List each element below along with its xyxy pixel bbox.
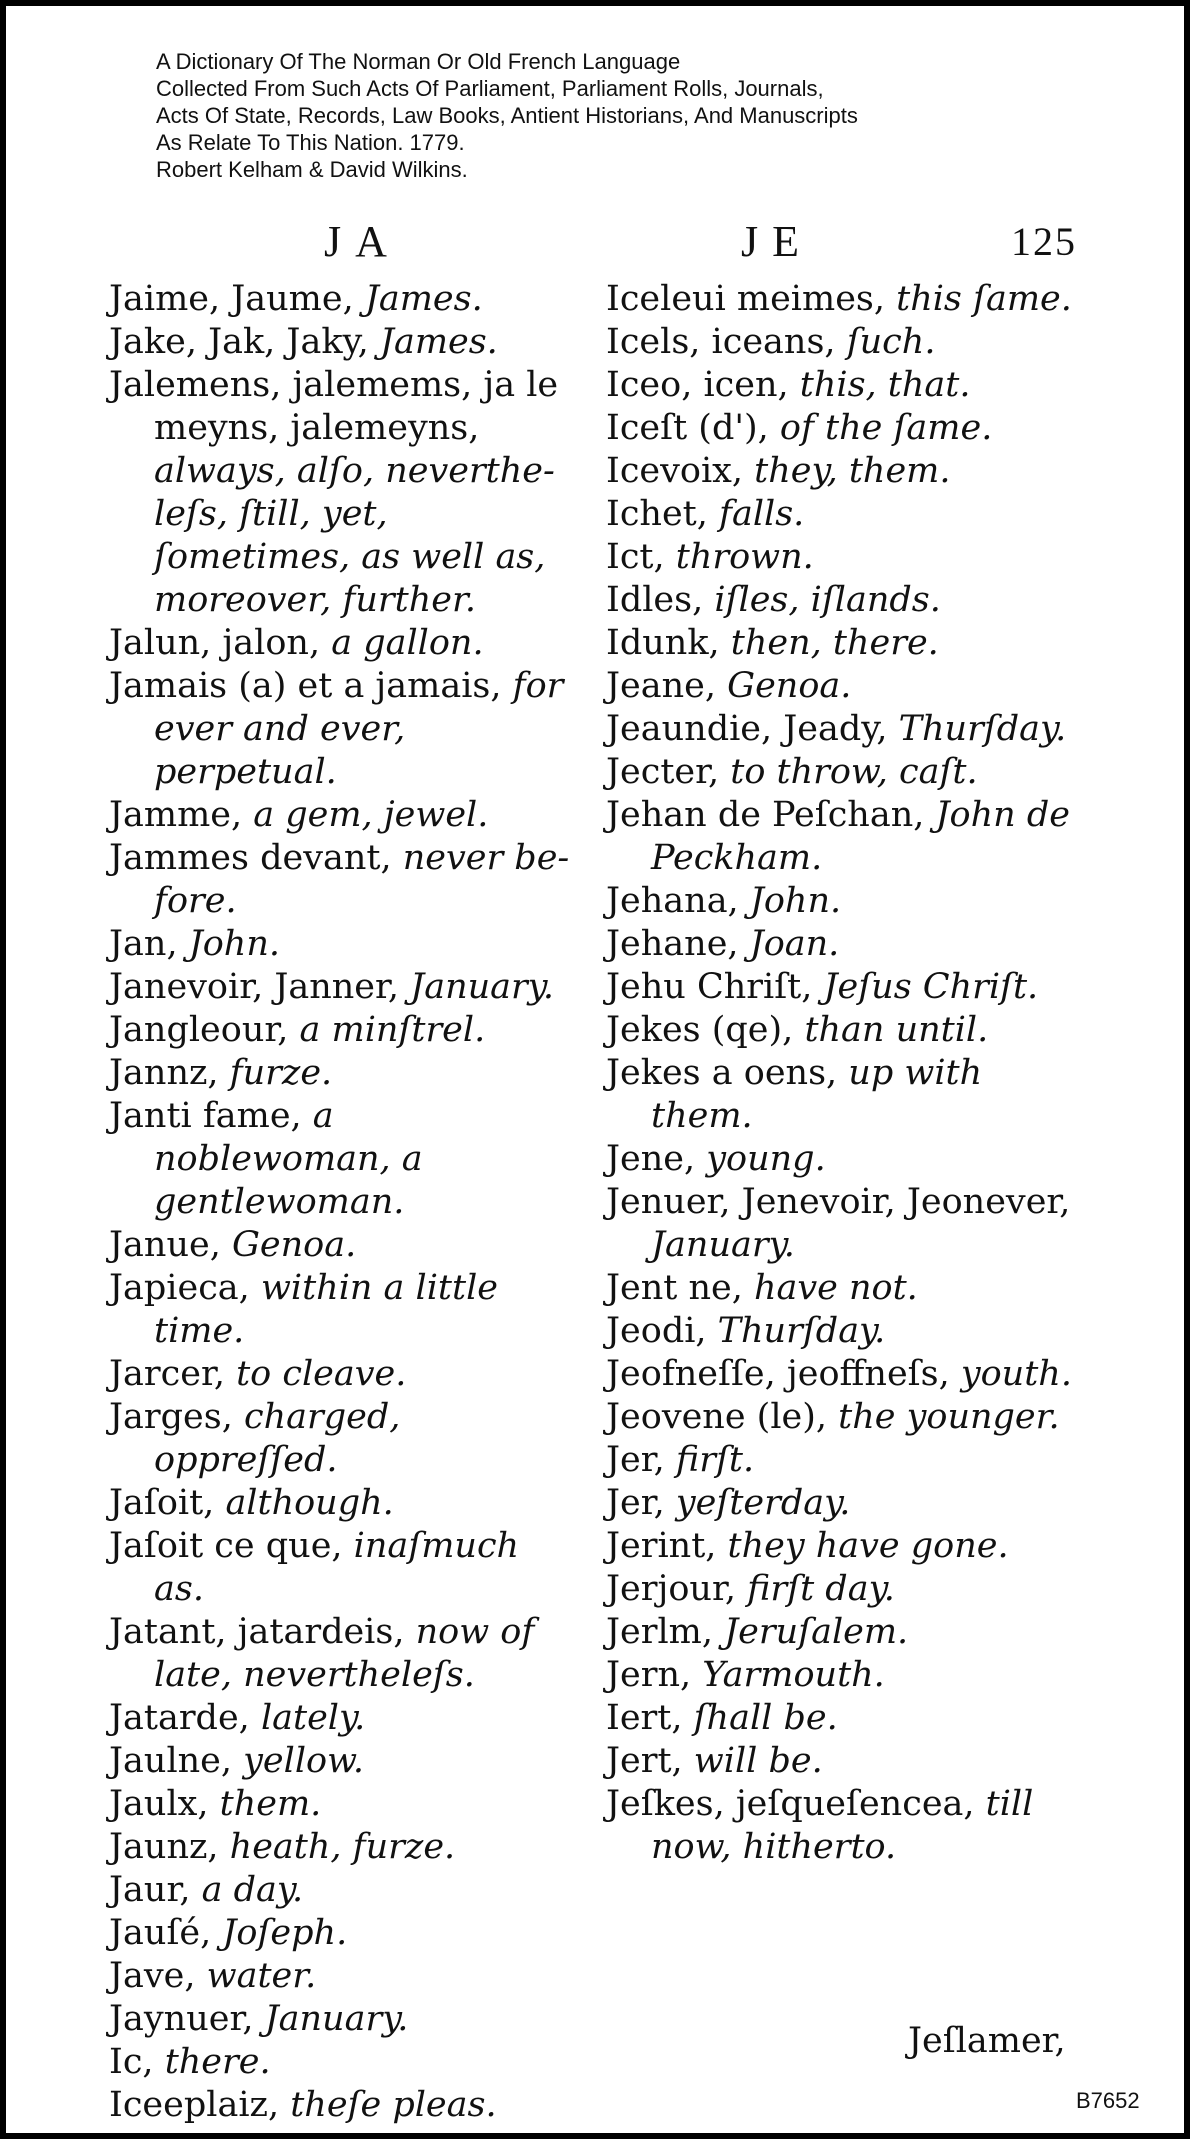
entry-headword: Jaunz, <box>109 1827 230 1867</box>
dictionary-entry <box>606 751 1076 794</box>
citation-line: Acts Of State, Records, Law Books, Antient Historians, And Manuscripts <box>156 103 858 128</box>
entry-gloss: iſles, iſlands. <box>714 580 941 620</box>
dictionary-entry <box>606 1611 1076 1654</box>
dictionary-entry <box>109 1955 579 1998</box>
entry-headword: Iceeplaiz, <box>109 2085 291 2125</box>
dictionary-entry <box>606 1482 1076 1525</box>
citation-line: Robert Kelham & David Wilkins. <box>156 157 468 182</box>
dictionary-entry <box>109 622 579 665</box>
entry-headword: Jeaundie, Jeady, <box>606 709 899 749</box>
entry-headword: Janevoir, Janner, <box>109 967 411 1007</box>
dictionary-entry <box>606 278 1076 321</box>
entry-headword: Jerlm, <box>606 1612 725 1652</box>
entry-gloss: Thurſday. <box>898 709 1067 749</box>
entry-headword: Jeodi, <box>606 1311 718 1351</box>
citation-line: Collected From Such Acts Of Parliament, Parliament Rolls, Journals, <box>156 76 824 101</box>
dictionary-entry <box>606 708 1076 751</box>
entry-gloss: young. <box>706 1139 826 1179</box>
dictionary-entry <box>109 1783 579 1826</box>
dictionary-entry <box>109 1740 579 1783</box>
entry-gloss: a gem, jewel. <box>253 795 489 835</box>
entry-headword: Jaulx, <box>109 1784 220 1824</box>
entry-headword: Jake, Jak, Jaky, <box>109 322 380 362</box>
entry-headword: Jalemens, jalemems, ja le meyns, jalemeyns, <box>109 365 559 448</box>
entry-gloss: Jeſus Chriſt. <box>823 967 1039 1007</box>
entry-headword: Jaſoit, <box>109 1483 226 1523</box>
entry-gloss: James. <box>379 322 498 362</box>
dictionary-entry <box>606 493 1076 536</box>
entry-gloss: yellow. <box>243 1741 365 1781</box>
entry-headword: Jave, <box>109 1956 207 1996</box>
dictionary-entry <box>109 837 579 923</box>
dictionary-entry <box>109 966 579 1009</box>
entry-headword: Iceleui meimes, <box>606 279 897 319</box>
dictionary-entry <box>606 923 1076 966</box>
entry-headword: Ict, <box>606 537 676 577</box>
dictionary-entry <box>109 794 579 837</box>
entry-gloss: within a little time. <box>154 1268 498 1351</box>
dictionary-entry <box>109 1697 579 1740</box>
dictionary-entry <box>109 1052 579 1095</box>
dictionary-entry <box>606 364 1076 407</box>
entry-gloss: heath, furze. <box>229 1827 456 1867</box>
dictionary-entry <box>606 1181 1076 1267</box>
dictionary-entry <box>606 321 1076 364</box>
entry-gloss: theſe pleas. <box>290 2085 497 2125</box>
entry-headword: Jer, <box>606 1483 676 1523</box>
entry-gloss: ſhall be. <box>693 1698 838 1738</box>
entry-headword: Jauſé, <box>109 1913 223 1953</box>
entry-headword: Jehane, <box>606 924 750 964</box>
entry-gloss: James. <box>364 279 483 319</box>
dictionary-entry <box>109 321 579 364</box>
entry-gloss: a gallon. <box>331 623 484 663</box>
entry-gloss: this ſame. <box>896 279 1072 319</box>
entry-gloss: firſt day. <box>747 1569 895 1609</box>
entry-headword: Jecter, <box>606 752 731 792</box>
entry-gloss: a minſtrel. <box>299 1010 486 1050</box>
entry-headword: Idles, <box>606 580 715 620</box>
entry-gloss: to cleave. <box>236 1354 407 1394</box>
entry-gloss: Genoa. <box>727 666 852 706</box>
entry-headword: Jamme, <box>109 795 254 835</box>
entry-gloss: Yarmouth. <box>702 1655 885 1695</box>
entry-headword: Ic, <box>109 2042 165 2082</box>
entry-gloss: inaſmuch as. <box>154 1526 520 1609</box>
entry-headword: Jenuer, Jenevoir, Jeonever, <box>606 1182 1071 1222</box>
dictionary-entry <box>109 923 579 966</box>
entry-gloss: this, that. <box>799 365 971 405</box>
dictionary-entry <box>109 1224 579 1267</box>
entry-headword: Jammes devant, <box>109 838 403 878</box>
entry-headword: Jeovene (le), <box>606 1397 839 1437</box>
entry-headword: Idunk, <box>606 623 731 663</box>
entry-gloss: January. <box>410 967 554 1007</box>
entry-headword: Janue, <box>109 1225 232 1265</box>
dictionary-entry <box>109 2084 579 2127</box>
entry-gloss: charged, oppreſſed. <box>154 1397 401 1480</box>
entry-headword: Jalun, jalon, <box>109 623 332 663</box>
entry-gloss: Joſeph. <box>222 1913 348 1953</box>
entry-gloss: water. <box>206 1956 317 1996</box>
dictionary-entry <box>109 1912 579 1955</box>
dictionary-entry <box>606 1568 1076 1611</box>
dictionary-entry <box>606 1052 1076 1138</box>
entry-headword: Jeofneſſe, jeoffneſs, <box>606 1354 961 1394</box>
entry-headword: Jert, <box>606 1741 694 1781</box>
entry-gloss: of the ſame. <box>779 408 993 448</box>
citation-header <box>156 48 1056 183</box>
page-number: 125 <box>1011 219 1077 264</box>
entry-gloss: will be. <box>693 1741 823 1781</box>
entry-gloss: then, there. <box>730 623 939 663</box>
dictionary-entry <box>109 1095 579 1224</box>
entry-gloss: furze. <box>229 1053 333 1093</box>
dictionary-entry <box>606 1009 1076 1052</box>
left-column <box>109 278 579 2127</box>
entry-gloss: than until. <box>804 1010 989 1050</box>
entry-gloss: them. <box>219 1784 322 1824</box>
entry-headword: Icevoix, <box>606 451 755 491</box>
entry-gloss: always, alſo, nevertheleſs, ſtill, yet, ſometimes, as well as, moreover, further. <box>154 451 555 620</box>
dictionary-entry <box>606 966 1076 1009</box>
dictionary-entry <box>606 794 1076 880</box>
dictionary-entry <box>109 1267 579 1353</box>
dictionary-entry <box>606 665 1076 708</box>
dictionary-entry <box>109 1353 579 1396</box>
dictionary-entry <box>109 2041 579 2084</box>
dictionary-entry <box>606 1740 1076 1783</box>
entry-headword: Jaur, <box>109 1870 202 1910</box>
dictionary-entry <box>606 1654 1076 1697</box>
entry-headword: Jeane, <box>606 666 728 706</box>
entry-gloss: John. <box>749 881 842 921</box>
entry-gloss: they, them. <box>754 451 951 491</box>
entry-headword: Japieca, <box>109 1268 261 1308</box>
dictionary-entry <box>109 1009 579 1052</box>
dictionary-entry <box>606 1396 1076 1439</box>
dictionary-entry <box>109 278 579 321</box>
entry-gloss: have not. <box>753 1268 918 1308</box>
running-head-left: JA <box>324 217 401 266</box>
entry-gloss: January. <box>264 1999 409 2039</box>
entry-headword: Icels, iceans, <box>606 322 847 362</box>
entry-headword: Jehu Chriſt, <box>606 967 824 1007</box>
dictionary-entry <box>109 364 579 622</box>
dictionary-entry <box>109 665 579 794</box>
entry-headword: Jannz, <box>109 1053 230 1093</box>
dictionary-entry <box>606 1697 1076 1740</box>
entry-headword: Iert, <box>606 1698 694 1738</box>
entry-headword: Jekes a oens, <box>606 1053 849 1093</box>
entry-headword: Jerint, <box>606 1526 728 1566</box>
entry-gloss: a day. <box>201 1870 304 1910</box>
dictionary-entry <box>606 1439 1076 1482</box>
entry-gloss: Thurſday. <box>717 1311 886 1351</box>
entry-headword: Ichet, <box>606 494 719 534</box>
dictionary-entry <box>109 1525 579 1611</box>
entry-headword: Jatant, jatardeis, <box>109 1612 416 1652</box>
entry-gloss: John de Peckham. <box>651 795 1070 878</box>
entry-headword: Jaſoit ce que, <box>109 1526 354 1566</box>
entry-headword: Jehan de Peſchan, <box>606 795 936 835</box>
dictionary-entry <box>606 880 1076 923</box>
dictionary-entry <box>606 536 1076 579</box>
dictionary-entry <box>606 1353 1076 1396</box>
entry-gloss: yeſterday. <box>675 1483 851 1523</box>
entry-headword: Jaulne, <box>109 1741 244 1781</box>
document-code: B7652 <box>1076 2088 1140 2113</box>
entry-headword: Jan, <box>109 924 189 964</box>
citation-line: A Dictionary Of The Norman Or Old French Language <box>156 49 681 74</box>
entry-gloss: John. <box>188 924 281 964</box>
entry-gloss: a noblewoman, a gentlewoman. <box>154 1096 423 1222</box>
entry-gloss: up with them. <box>651 1053 983 1136</box>
entry-headword: Jekes (qe), <box>606 1010 805 1050</box>
entry-gloss: thrown. <box>675 537 814 577</box>
entry-gloss: to throw, caſt. <box>730 752 978 792</box>
dictionary-entry <box>109 1611 579 1697</box>
dictionary-entry <box>606 450 1076 493</box>
dictionary-entry <box>109 1396 579 1482</box>
entry-gloss: the younger. <box>838 1397 1060 1437</box>
dictionary-entry <box>606 579 1076 622</box>
entry-headword: Jarges, <box>109 1397 244 1437</box>
dictionary-entry <box>606 1138 1076 1181</box>
dictionary-entry <box>606 1310 1076 1353</box>
entry-headword: Jamais (a) et a jamais, <box>109 666 513 706</box>
entry-gloss: they have gone. <box>727 1526 1009 1566</box>
entry-gloss: there. <box>164 2042 271 2082</box>
entry-gloss: ſuch. <box>846 322 936 362</box>
running-head-right: JE <box>741 217 813 266</box>
entry-gloss: for ever and ever, perpetual. <box>154 666 564 792</box>
entry-headword: Iceſt (d'), <box>606 408 780 448</box>
entry-gloss: firſt. <box>675 1440 755 1480</box>
entry-gloss: although. <box>225 1483 394 1523</box>
entry-gloss: Joan. <box>749 924 840 964</box>
dictionary-entry <box>606 1267 1076 1310</box>
dictionary-entry <box>606 1783 1076 1869</box>
entry-headword: Jerjour, <box>606 1569 748 1609</box>
entry-headword: Iceo, icen, <box>606 365 800 405</box>
entry-gloss: youth. <box>960 1354 1072 1394</box>
entry-headword: Jehana, <box>606 881 750 921</box>
entry-gloss: now of late, nevertheleſs. <box>154 1612 535 1695</box>
entry-headword: Janti fame, <box>109 1096 313 1136</box>
entry-gloss: falls. <box>719 494 805 534</box>
entry-headword: Jatarde, <box>109 1698 261 1738</box>
entry-headword: Jaime, Jaume, <box>109 279 365 319</box>
dictionary-entry <box>109 1869 579 1912</box>
dictionary-entry <box>109 1482 579 1525</box>
dictionary-entry <box>606 1525 1076 1568</box>
dictionary-entry <box>606 407 1076 450</box>
entry-headword: Jarcer, <box>109 1354 237 1394</box>
entry-gloss: till now, hitherto. <box>651 1784 1034 1867</box>
entry-headword: Jent ne, <box>606 1268 754 1308</box>
entry-gloss: never before. <box>154 838 570 921</box>
dictionary-entry <box>109 1998 579 2041</box>
entry-headword: Jern, <box>606 1655 703 1695</box>
entry-gloss: lately. <box>260 1698 366 1738</box>
dictionary-entry <box>109 1826 579 1869</box>
catchword: Jeſlamer, <box>908 2021 1066 2061</box>
entry-gloss: Genoa. <box>231 1225 357 1265</box>
entry-gloss: January. <box>651 1225 795 1265</box>
entry-headword: Jaynuer, <box>109 1999 265 2039</box>
entry-headword: Jangleour, <box>109 1010 300 1050</box>
entry-headword: Jene, <box>606 1139 707 1179</box>
right-column <box>606 278 1076 1869</box>
entry-headword: Jeſkes, jeſqueſencea, <box>606 1784 986 1824</box>
entry-gloss: Jeruſalem. <box>724 1612 909 1652</box>
citation-line: As Relate To This Nation. 1779. <box>156 130 465 155</box>
entry-headword: Jer, <box>606 1440 676 1480</box>
dictionary-entry <box>606 622 1076 665</box>
